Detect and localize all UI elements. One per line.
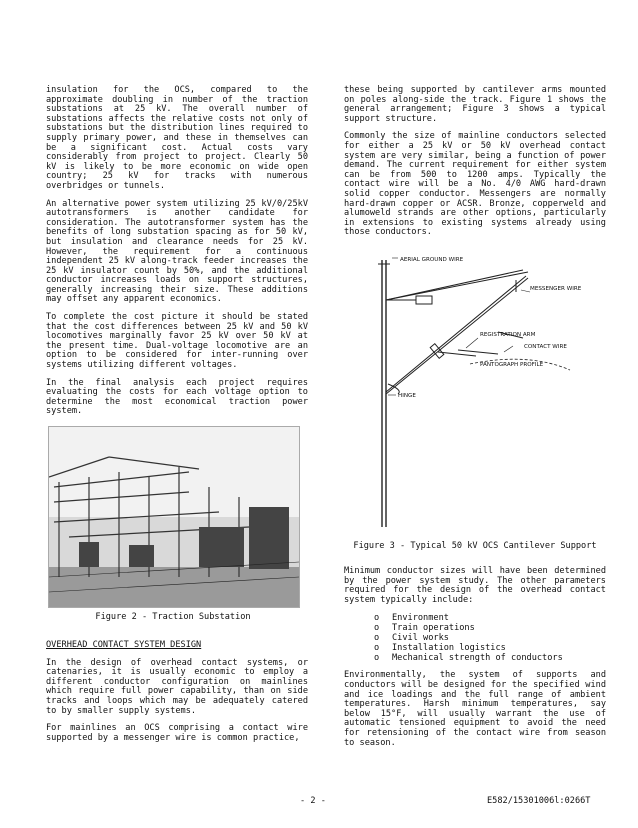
hinge-label: HINGE [398,393,416,399]
paragraph: Commonly the size of mainline conductors selected for either a 25 kV or 50 kV overhead contact system are very similar, being a function of power demand. The current requirement for either system can be from 500 to 1200 amps. Typically the contact wire will be a No. 4/0 AWG hard-drawn solid copper conductor. Messengers are normally hard-drawn copper or ACSR. Bronze, copperweld and alumoweld strands are other options, particularly in extensions to existing systems already using those conductors. [344,131,606,238]
list-item-text: Mechanical strength of conductors [392,653,563,664]
list-item [374,633,606,643]
page-number: - 2 - [300,796,326,806]
paragraph: In the final analysis each project requires evaluating the costs for each voltage option to determine the most economical traction power system. [46,377,308,417]
bullet: o [374,623,380,634]
paragraph: An alternative power system utilizing 25 kV/0/25kV autotransformers is another candidate for consideration. The autotransformer system has the benefits of long substation spacing as for 50 kV, but insulation and clearance needs for 25 kV. However, the requirement for a continuous independent 25 kV along-track feeder increases the 25 kV insulator count by 50%, and the additional conductor increases loads on support structures, generally increasing their size. These additions may offset any apparent economics. [46,198,308,305]
messenger-wire-label [530,286,582,292]
list-item [374,613,606,623]
document-code: E582/15301006l:0266T [487,796,591,806]
paragraph: these being supported by cantilever arms mounted on poles along-side the track. Figure 1 shows the general arrangement; Figure 3 shows a typical support structure. [344,85,606,124]
parameters-list [344,613,606,663]
aerial-ground-wire-label: AERIAL GROUND WIRE [400,257,464,263]
bullet: o [374,653,380,664]
paragraph: Environmentally, the system of supports and conductors will be designed for the specified wind and ice loadings and the full range of ambient temperatures. Harsh minimum temperatures, say below 15°F, will usually warrant the use of automatic tensioned equipment to avoid the need for retensioning of the contact wire from season to season. [344,670,606,748]
list-item [374,623,606,633]
messenger-wire-label-text: MESSENGER WIRE [530,286,582,292]
list-item-text: Train operations [392,623,475,634]
figure-3-caption: Figure 3 - Typical 50 kV OCS Cantilever Support [353,541,597,551]
list-item-text: Civil works [392,633,449,644]
section-heading: OVERHEAD CONTACT SYSTEM DESIGN [46,640,202,650]
figure-2-caption: Figure 2 - Traction Substation [95,612,251,622]
bullet: o [374,633,380,644]
pantograph-profile-label: PANTOGRAPH PROFILE [480,362,544,368]
contact-wire-label: CONTACT WIRE [524,344,567,350]
list-item [374,643,606,653]
list-item-text: Installation logistics [392,643,506,654]
right-column [344,86,606,246]
paragraph: Minimum conductor sizes will have been determined by the power system study. The other parameters required for the design of the overhead contact system typically include: [344,566,606,605]
paragraph: To complete the cost picture it should be stated that the cost differences between 25 kV and 50 kV locomotives marginally favor 25 kV over 50 kV at the present time. Dual-voltage locomotive are an option to be considered for inter-running over systems utilizing different voltages. [46,312,308,371]
left-column-lower [46,641,308,751]
paragraph: For mainlines an OCS comprising a contact wire supported by a messenger wire is common practice, [46,723,308,743]
list-item [374,653,606,663]
list-item-text: Environment [392,613,449,624]
left-column [46,86,308,425]
paragraph: insulation for the OCS, compared to the approximate doubling in number of the traction substations at 25 kV. The overall number of substations affects the relative costs not only of substations but the distribution lines required to supply primary power, and these in themselves can be a significant cost. Actual costs vary considerably from project to project. Clearly 50 kV is likely to be more economic on wide open country; 25 kV for tracks with numerous overbridges or tunnels. [46,85,308,191]
registration-arm-label: REGISTRATION ARM [480,332,536,338]
bullet: o [374,613,380,624]
substation-photo-illustration [49,427,299,607]
cantilever-support-illustration [358,252,598,534]
right-column-lower [344,567,606,756]
bullet: o [374,643,380,654]
cantilever-support-diagram [358,252,598,534]
traction-substation-photo [48,426,300,608]
paragraph: In the design of overhead contact systems, or catenaries, it is usually economic to employ a different conductor configuration on mainlines which require full power capability, than on side tracks and loops which may be adequately catered to by smaller supply systems. [46,657,308,716]
